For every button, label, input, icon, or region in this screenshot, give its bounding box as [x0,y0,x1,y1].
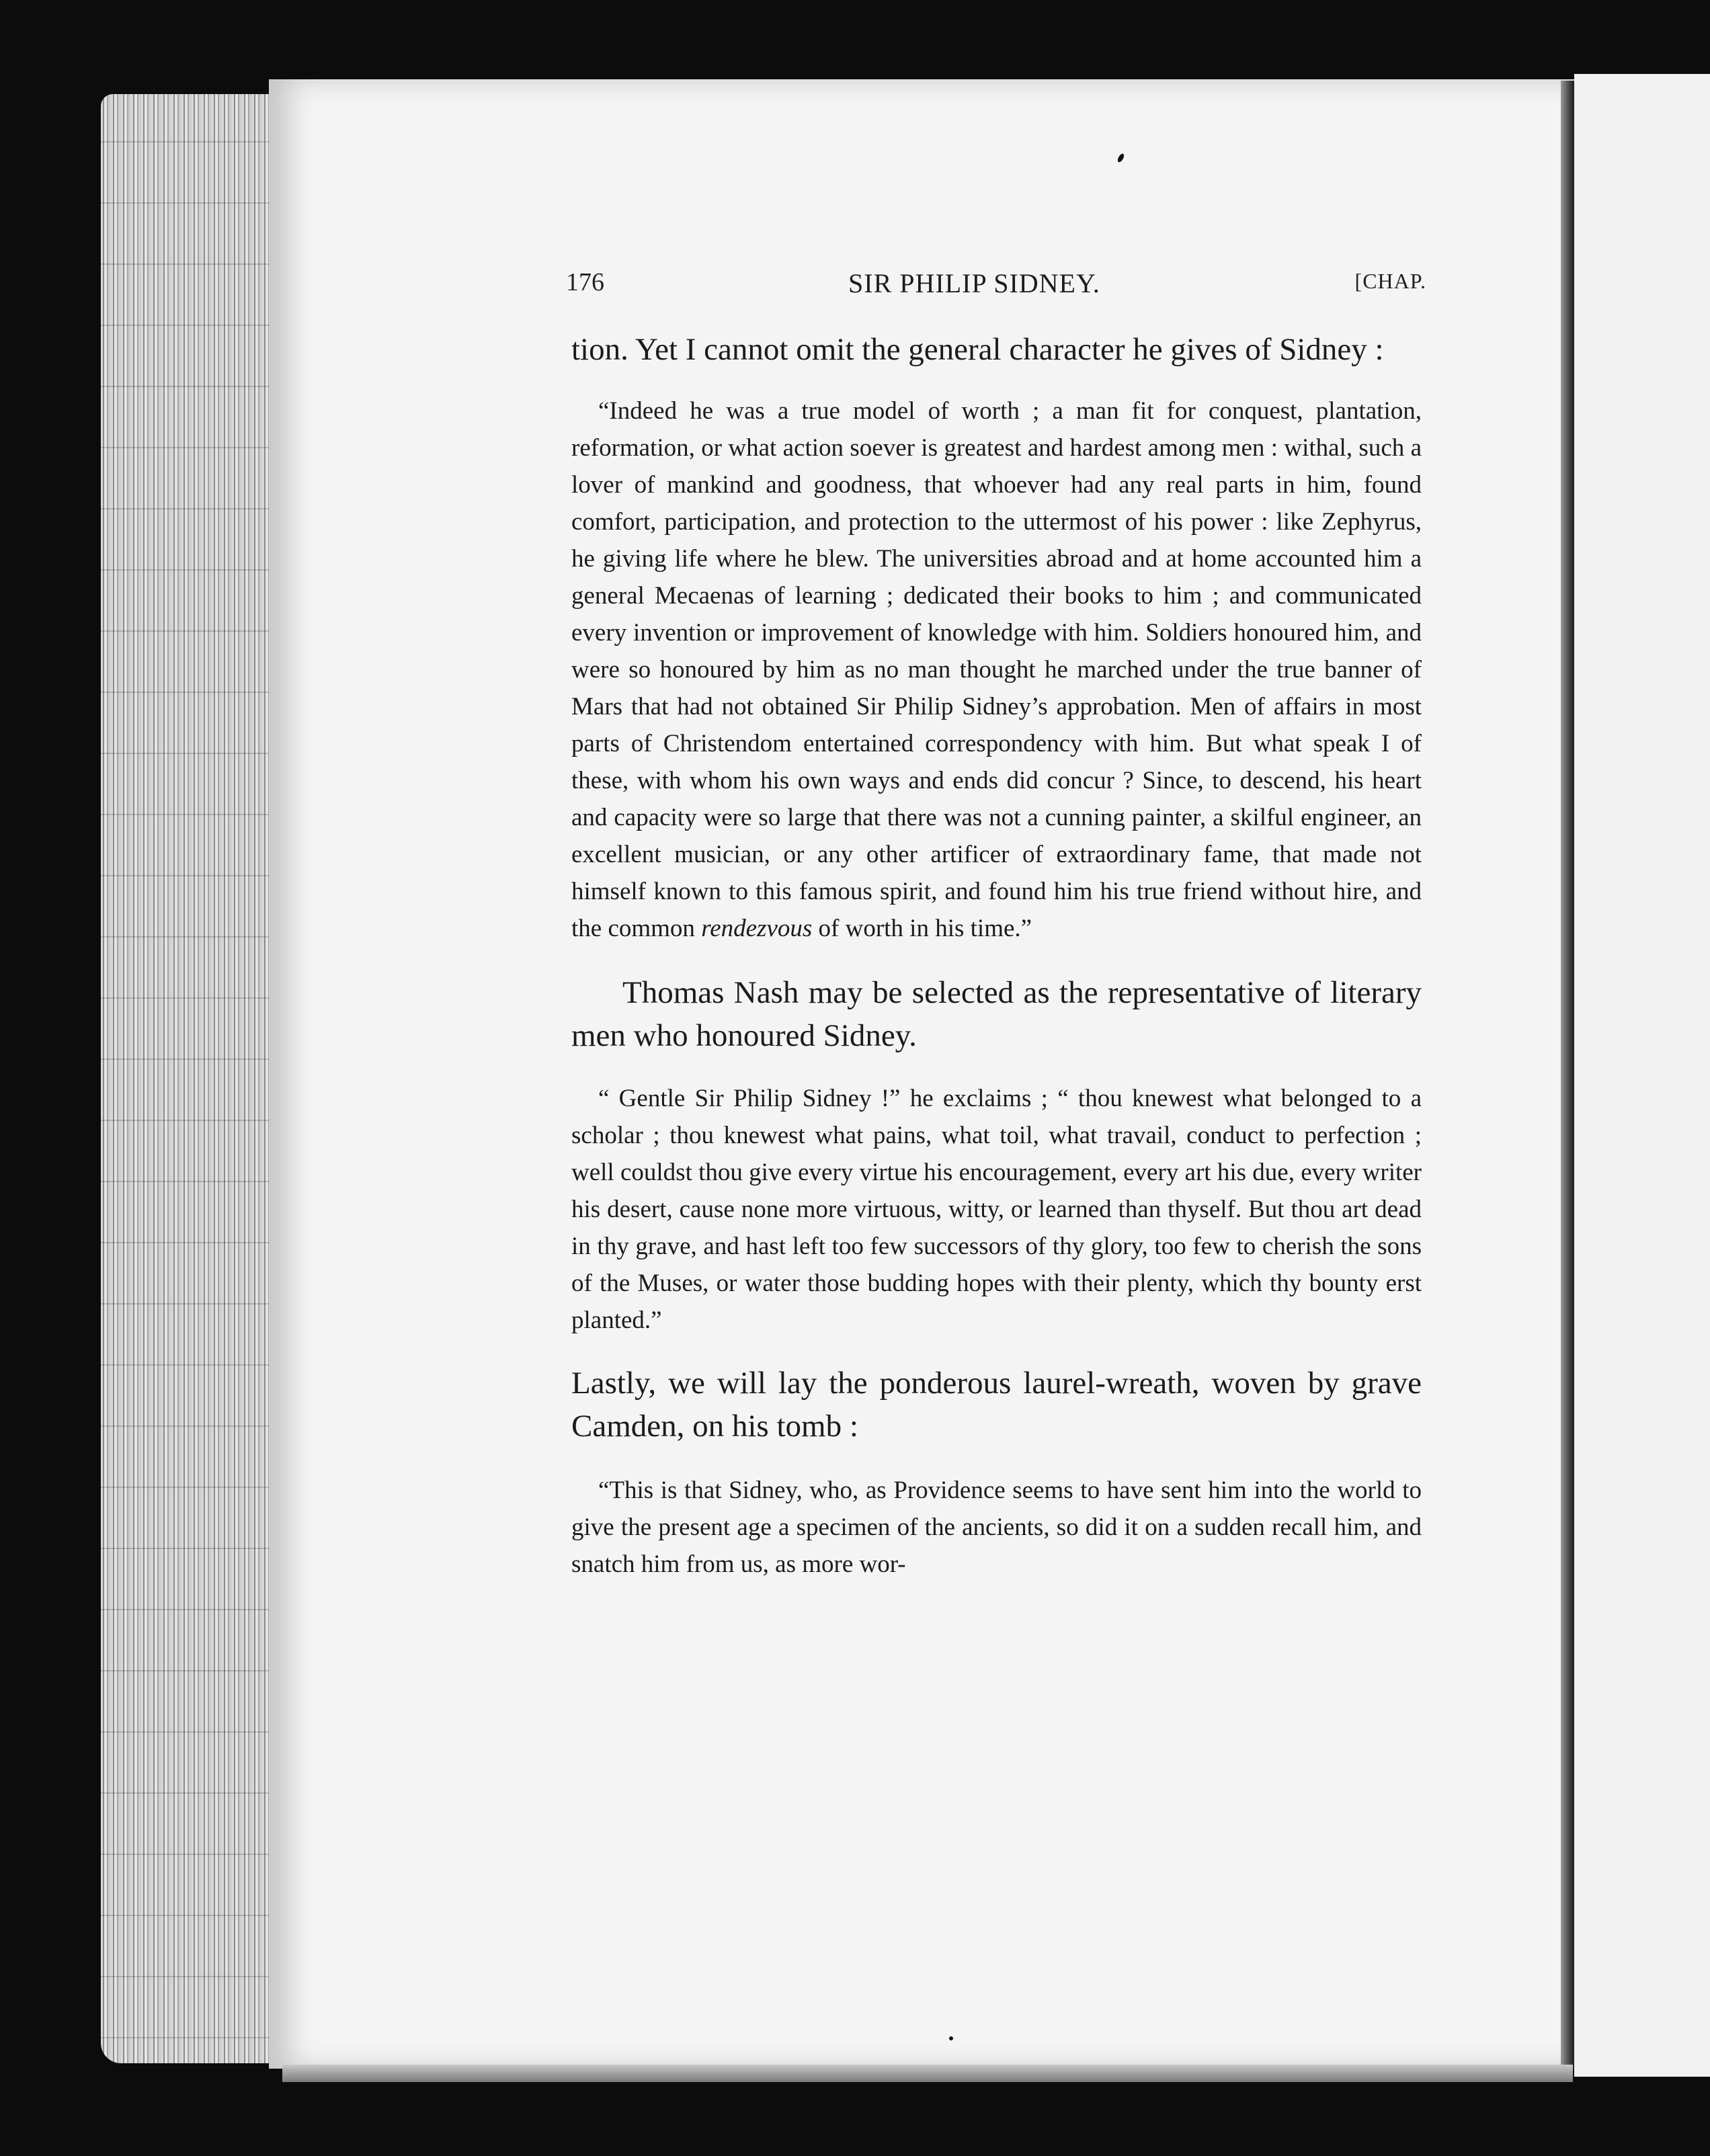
running-head [566,267,1426,308]
quotation-camden: “This is that Sidney, who, as Providence seems to have sent him into the world to give the present age a specimen of the ancients, so did it on a sudden recall him, and snatch him from us, as more wor- [571,1477,1422,1578]
chapter-reference: [CHAP. [1354,269,1426,293]
paragraph-nash: Thomas Nash may be selected as the representative of literary men who honoured Sidney. [571,975,1422,1053]
paragraph-camden: Lastly, we will lay the ponderous laurel-wreath, woven by grave Camden, on his tomb : [571,1366,1422,1444]
quotation-nash: “ Gentle Sir Philip Sidney !” he exclaims ; “ thou knewest what belonged to a scholar ; thou knewest what pains, what toil, what travail, conduct to perfection ; well couldst thou give every virtue his encouragement, every art his due, every writer his desert, cause none more virtuous, witty, or learned than thyself. But thou art dead in thy grave, and hast left too few successors of thy glory, too few to cherish the sons of the Muses, or water those budding hopes with their plenty, which thy bounty erst planted.” [571,1085,1422,1334]
page-gutter [1561,81,1574,2070]
page-bottom-edge [282,2065,1573,2082]
print-speck [949,2036,953,2040]
quotation-text: “Indeed he was a true model of worth ; a man fit for conquest, plantation, reformation, or what action soever is greatest and hardest among men : withal, such a lover of mankind and goodness, that whoever had any real parts in him, found comfort, participation, and protection to the uttermost of his power : like Zephyrus, he giving life where he blew. The universities abroad and at home accounted him a general Mecaenas of learning ; dedicated their books to him ; and communicated every invention or improvement of knowledge with him. Soldiers honoured him, and were so honoured by him as no man thought he marched under the true banner of Mars that had not obtained Sir Philip Sidney’s approbation. Men of affairs in most parts of Christendom entertained correspondency with him. But what speak I of these, with whom his own ways and ends did concur ? Since, to descend, his heart and capacity were so large that there was not a cunning painter, a skilful engineer, an excellent musician, or any other artificer of extraordinary fame, that made not himself known to this famous spirit, and found him his true friend without hire, and the common [571,397,1422,942]
quotation-text-end: of worth in his time.” [818,915,1032,942]
italic-word: rendezvous [701,915,813,942]
text-block [571,328,1422,1583]
facing-page-edge [1574,74,1710,2077]
page-number: 176 [566,268,604,296]
quotation-character [571,392,1422,947]
paragraph-intro: tion. Yet I cannot omit the general character he gives of Sidney : [571,332,1384,367]
running-title: SIR PHILIP SIDNEY. [848,268,1100,298]
